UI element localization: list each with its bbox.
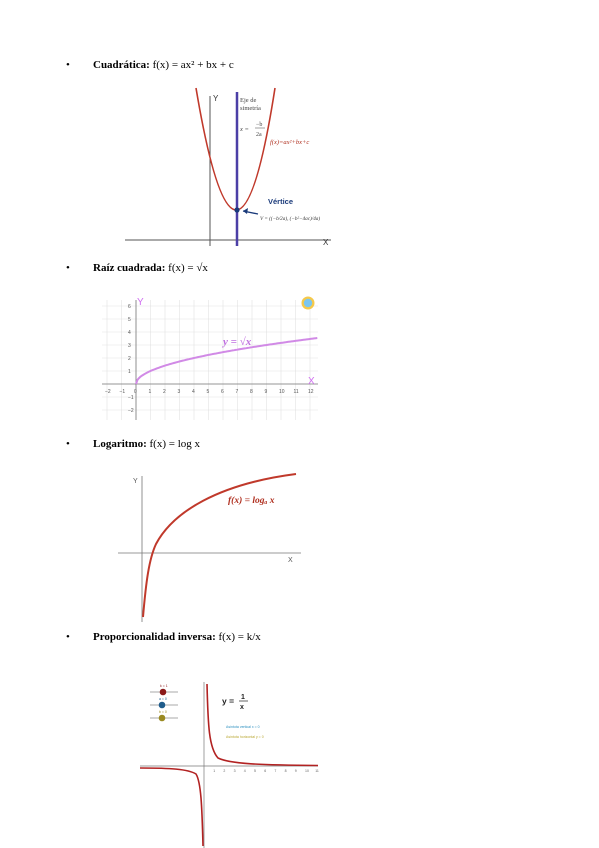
- y-axis-label: Y: [213, 94, 219, 103]
- bullet: •: [66, 631, 70, 643]
- x-tick-label: 2: [163, 389, 166, 395]
- bullet: •: [66, 262, 70, 274]
- formula: f(x) = ax² + bx + c: [152, 59, 234, 71]
- x-tick-label: 6: [264, 769, 267, 773]
- formula: f(x) = k/x: [218, 631, 261, 643]
- symmetry-den: 2a: [256, 132, 262, 138]
- x-tick-label: 6: [221, 389, 224, 395]
- y-axis-label: Y: [137, 297, 144, 308]
- list-item-logaritmo: [66, 437, 200, 451]
- formula: f(x) = log x: [149, 438, 201, 450]
- x-tick-label: 8: [284, 769, 287, 773]
- x-tick-label: 10: [279, 389, 285, 395]
- x-tick-label: 5: [254, 769, 256, 773]
- slider-b-handle[interactable]: [159, 715, 166, 722]
- y-ticks: [128, 304, 134, 414]
- x-tick-label: 2: [223, 769, 226, 773]
- y-tick-label: 4: [128, 330, 131, 336]
- x-tick-label: 3: [177, 389, 181, 395]
- y-tick-label: 6: [128, 304, 131, 310]
- formula-den: x: [240, 704, 244, 711]
- bullet: •: [66, 438, 70, 450]
- term-label: Raíz cuadrada:: [93, 262, 166, 274]
- grid: [102, 300, 318, 420]
- slider-b-label: b = 0: [159, 710, 167, 714]
- x-tick-label: −1: [119, 389, 126, 395]
- parabola-curve: [196, 88, 275, 210]
- x-tick-label: 7: [274, 769, 277, 773]
- formula-y: y =: [222, 696, 235, 706]
- x-tick-label: 4: [243, 769, 246, 773]
- y-tick-label: 1: [128, 369, 131, 375]
- term-label: Logaritmo:: [93, 438, 147, 450]
- x-tick-label: 12: [308, 389, 314, 395]
- term-label: Cuadrática:: [93, 59, 150, 71]
- x-tick-label: 1: [213, 769, 216, 773]
- curve-label: f(x) = logₐ x: [228, 496, 275, 506]
- x-axis-label: X: [323, 238, 329, 246]
- x-tick-label: 5: [206, 389, 210, 395]
- x-tick-label: 3: [233, 769, 236, 773]
- x-tick-label: 10: [305, 769, 309, 773]
- symmetry-num: −b: [256, 122, 263, 128]
- term-label: Proporcionalidad inversa:: [93, 631, 216, 643]
- symmetry-eq: x =: [240, 126, 249, 133]
- list-item-proporcionalidad: [66, 630, 261, 644]
- x-tick-label: 0: [134, 389, 137, 395]
- y-tick-label: 5: [128, 317, 131, 323]
- bullet: •: [66, 59, 70, 71]
- y-tick-label: −1: [128, 395, 134, 401]
- x-axis-label: X: [308, 376, 315, 387]
- note-vertical: Asíntota vertical x = 0: [226, 725, 260, 729]
- x-axis-label: X: [288, 557, 293, 564]
- y-tick-label: −2: [128, 408, 134, 414]
- note-horizontal: Asíntota horizontal y = 0: [226, 735, 264, 739]
- x-tick-label: 11: [293, 389, 299, 395]
- y-axis-label: Y: [133, 478, 138, 485]
- list-item-raiz: [66, 261, 208, 275]
- slider-a-handle[interactable]: [159, 702, 166, 709]
- inverse-figure: [140, 676, 320, 848]
- x-tick-label: 7: [235, 389, 239, 395]
- x-tick-label: 1: [148, 389, 152, 395]
- vertex-equation: V = ((−b/2a), (−b²−4ac)/4a): [260, 216, 321, 222]
- formula: f(x) = √x: [168, 262, 208, 274]
- formula-num: 1: [241, 694, 245, 701]
- hyperbola-branch-negative: [140, 768, 203, 846]
- y-tick-label: 3: [128, 343, 131, 349]
- y-tick-label: 2: [128, 356, 131, 362]
- parabola-figure: [125, 86, 335, 246]
- symmetry-label-1: Eje de: [240, 97, 257, 104]
- x-tick-label: 4: [192, 389, 195, 395]
- list-item-cuadratica: [66, 58, 234, 72]
- slider-k-label: k = 1: [160, 684, 168, 688]
- slider-a-label: a = 0: [159, 697, 167, 701]
- vertex-point: [234, 207, 239, 212]
- x-tick-label: 11: [315, 769, 319, 773]
- sqrt-figure: [96, 292, 321, 422]
- x-tick-label: 9: [294, 769, 297, 773]
- logarithm-figure: [118, 472, 308, 622]
- vertex-title: Vértice: [268, 197, 294, 206]
- symmetry-label-2: simetría: [240, 105, 261, 112]
- slider-k-handle[interactable]: [160, 689, 167, 696]
- x-ticks: [213, 769, 319, 773]
- x-tick-label: 8: [250, 389, 253, 395]
- x-tick-label: −2: [105, 389, 111, 395]
- curve-label: y = √x: [223, 336, 252, 348]
- curve-label: f(x)=ax²+bx+c: [270, 139, 310, 146]
- x-tick-label: 9: [264, 389, 268, 395]
